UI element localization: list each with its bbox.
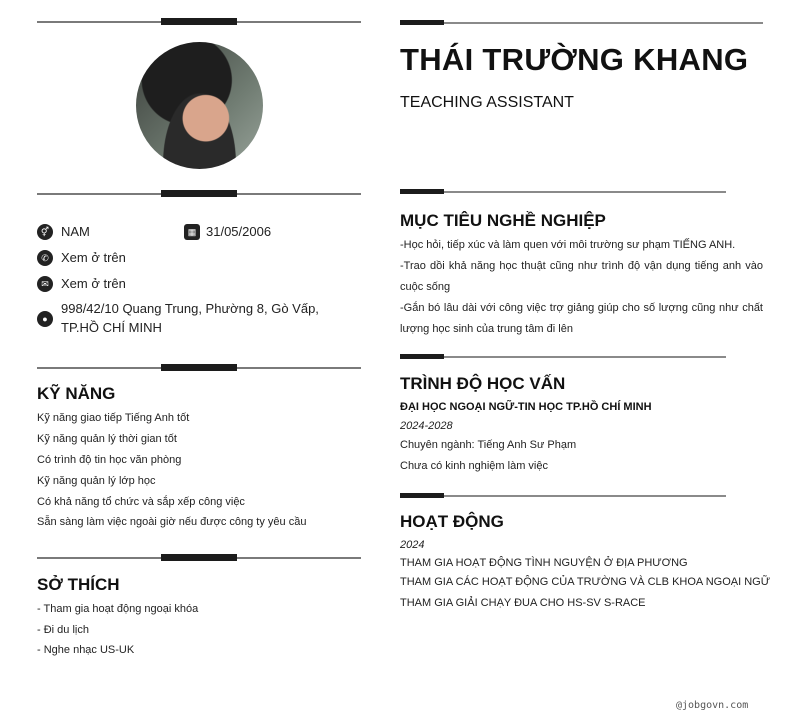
watermark: @jobgovn.com [676,700,749,711]
candidate-role: TEACHING ASSISTANT [400,94,574,111]
divider-hobbies [37,554,361,562]
skill-item: Kỹ năng quản lý thời gian tốt [37,433,177,445]
hobbies-title: SỞ THÍCH [37,575,120,594]
calendar-icon: ▦ [184,224,200,240]
education-title: TRÌNH ĐỘ HỌC VẤN [400,374,566,393]
activity-item: THAM GIA GIẢI CHẠY ĐUA CHO HS-SV S-RACE [400,597,646,609]
skill-item: Có trình độ tin học văn phòng [37,454,182,466]
education-period: 2024-2028 [400,420,453,432]
divider-activities [400,493,726,499]
skills-title: KỸ NĂNG [37,384,116,403]
skill-item: Sẵn sàng làm việc ngoài giờ nếu được công ty yêu cầu [37,516,307,528]
activities-year: 2024 [400,539,425,551]
divider-objective [400,189,726,195]
education-note: Chưa có kinh nghiệm làm việc [400,460,548,472]
activities-title: HOẠT ĐỘNG [400,512,504,531]
activity-item: THAM GIA CÁC HOẠT ĐỘNG CỦA TRƯỜNG VÀ CLB KHOA NGOẠI NGỮ [400,576,771,588]
divider-top-right [400,20,763,26]
hobby-item: - Nghe nhạc US-UK [37,644,135,656]
avatar [136,42,263,169]
objective-line: -Gắn bó lâu dài với công việc trợ giảng giúp cho số lượng cũng như chất lượng học sinh của trung tâm đi lên [400,302,763,335]
hobby-item: - Đi du lịch [37,624,89,636]
dob-value: 31/05/2006 [206,224,272,239]
skill-item: Kỹ năng quản lý lớp học [37,475,156,487]
objective-line: -Trao dồi khả năng học thuật cũng như trình độ vận dụng tiếng anh vào cuộc sống [400,260,763,293]
objective-title: MỤC TIÊU NGHỀ NGHIỆP [400,211,606,230]
divider-top-left [37,18,361,26]
divider-education [400,354,726,360]
hobby-item: - Tham gia hoạt động ngoại khóa [37,603,199,615]
address-value: 998/42/10 Quang Trung, Phường 8, Gò Vấp, TP.HỒ CHÍ MINH [61,301,319,335]
skill-item: Có khả năng tổ chức và sắp xếp công việc [37,496,245,508]
email-icon: ✉ [37,276,53,292]
divider-skills [37,364,361,372]
divider-below-avatar [37,190,361,198]
location-icon: ● [37,311,53,327]
phone-value: Xem ở trên [61,250,126,265]
education-school: ĐẠI HỌC NGOẠI NGỮ-TIN HỌC TP.HỒ CHÍ MINH [400,401,652,413]
gender-value: NAM [61,224,90,239]
education-major: Chuyên ngành: Tiếng Anh Sư Phạm [400,439,577,451]
gender-icon: ⚥ [37,224,53,240]
phone-icon: ✆ [37,250,53,266]
activity-item: THAM GIA HOẠT ĐỘNG TÌNH NGUYỆN Ở ĐỊA PHƯƠNG [400,557,688,569]
objective-line: -Học hỏi, tiếp xúc và làm quen với môi trường sư phạm TIẾNG ANH. [400,239,736,251]
candidate-name: THÁI TRƯỜNG KHANG [400,42,749,77]
skill-item: Kỹ năng giao tiếp Tiếng Anh tốt [37,412,190,424]
email-value: Xem ở trên [61,276,126,291]
